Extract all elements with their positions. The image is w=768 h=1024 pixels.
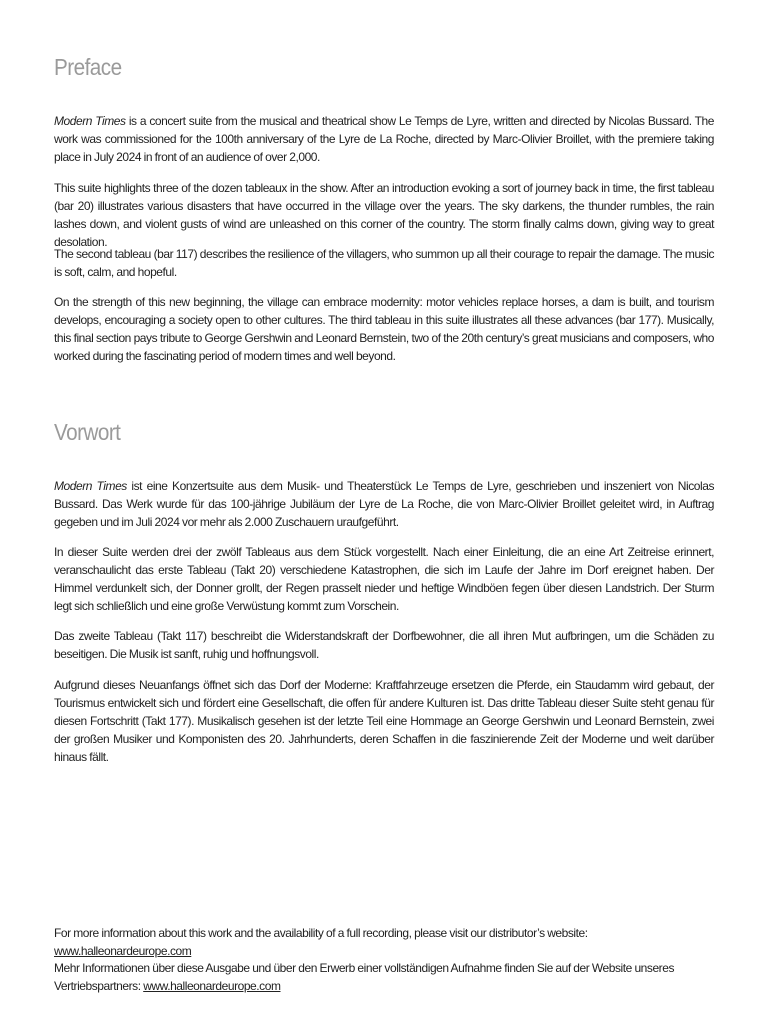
footer-info xyxy=(54,925,724,995)
paragraph-text: is a concert suite from the musical and theatrical show Le Temps de Lyre, written and directed by Nicolas Bussard. The work was commissioned for the 100th anniversary of the Lyre de La Roche, directed by Marc-Olivier Broillet, with the premiere taking place in July 2024 in front of an audience of over 2,000. xyxy=(54,114,714,164)
vorwort-paragraph-1 xyxy=(54,477,714,531)
vorwort-paragraph-3: Das zweite Tableau (Takt 117) beschreibt die Widerstandskraft der Dorfbewohner, die all ihren Mut aufbringen, um die Schäden zu beseitigen. Die Musik ist sanft, ruhig und hoffnungsvoll. xyxy=(54,629,714,661)
distributor-link-de[interactable]: www.halleonardeurope.com xyxy=(143,978,281,993)
preface-paragraph-3: The second tableau (bar 117) describes the resilience of the villagers, who summon up all their courage to repair the damage. The music is soft, calm, and hopeful. xyxy=(54,247,714,279)
preface-paragraph-1 xyxy=(54,112,714,166)
work-title: Modern Times xyxy=(54,114,126,128)
vorwort-paragraph-4: Aufgrund dieses Neuanfangs öffnet sich das Dorf der Moderne: Kraftfahrzeuge ersetzen die Pferde, ein Staudamm wird gebaut, der Tourismus entwickelt sich und fördert eine Gesellschaft, die offen für andere Kulturen ist. Das dritte Tableau dieser Suite steht genau für diesen Fortschritt (Takt 177). Musikalisch gesehen ist der letzte Teil eine Hommage an George Gershwin und Leonard Bernstein, zwei der großen Musiker und Komponisten des 20. Jahrhunderts, deren Schaffen in die faszinierende Zeit der Moderne und weit darüber hinaus fällt. xyxy=(54,678,714,764)
preface-heading: Preface xyxy=(54,54,122,80)
paragraph-text: ist eine Konzertsuite aus dem Musik- und Theaterstück Le Temps de Lyre, geschrieben und inszeniert von Nicolas Bussard. Das Werk wurde für das 100-jährige Jubiläum der Lyre de La Roche, die von Marc-Olivier Broillet geleitet wird, in Auftrag gegeben und im Juli 2024 vor mehr als 2.000 Zuschauern uraufgeführt. xyxy=(54,479,714,529)
vorwort-heading: Vorwort xyxy=(54,419,121,445)
work-title: Modern Times xyxy=(54,479,127,493)
footer-en-text: For more information about this work and the availability of a full recording, please visit our distributor’s website: xyxy=(54,926,588,940)
vorwort-paragraph-2: In dieser Suite werden drei der zwölf Tableaus aus dem Stück vorgestellt. Nach einer Einleitung, die an eine Art Zeitreise erinnert, veranschaulicht das erste Tableau (Takt 20) verschiedene Katastrophen, die sich im Laufe der Jahre im Dorf ereignet haben. Der Himmel verdunkelt sich, der Donner grollt, der Regen prasselt nieder und heftige Windböen fegen über diesen Landstrich. Der Sturm legt sich schließlich und eine große Verwüstung kommt zum Vorschein. xyxy=(54,545,714,613)
preface-paragraph-4: On the strength of this new beginning, the village can embrace modernity: motor vehicles replace horses, a dam is built, and tourism develops, encouraging a society open to other cultures. The third tableau in this suite illustrates all these advances (bar 177). Musically, this final section pays tribute to George Gershwin and Leonard Bernstein, two of the 20th century’s great musicians and composers, who worked during the fascinating period of modern times and well beyond. xyxy=(54,295,714,363)
footer-de-text: Mehr Informationen über diese Ausgabe und über den Erwerb einer vollständigen Aufnahme finden Sie auf der Website unseres Vertriebspartners: xyxy=(54,961,674,993)
distributor-link-en[interactable]: www.halleonardeurope.com xyxy=(54,943,192,958)
preface-paragraph-2: This suite highlights three of the dozen tableaux in the show. After an introduction evoking a sort of journey back in time, the first tableau (bar 20) illustrates various disasters that have occurred in the village over the years. The sky darkens, the thunder rumbles, the rain lashes down, and violent gusts of wind are unleashed on this corner of the country. The storm finally calms down, giving way to great desolation. xyxy=(54,181,714,249)
